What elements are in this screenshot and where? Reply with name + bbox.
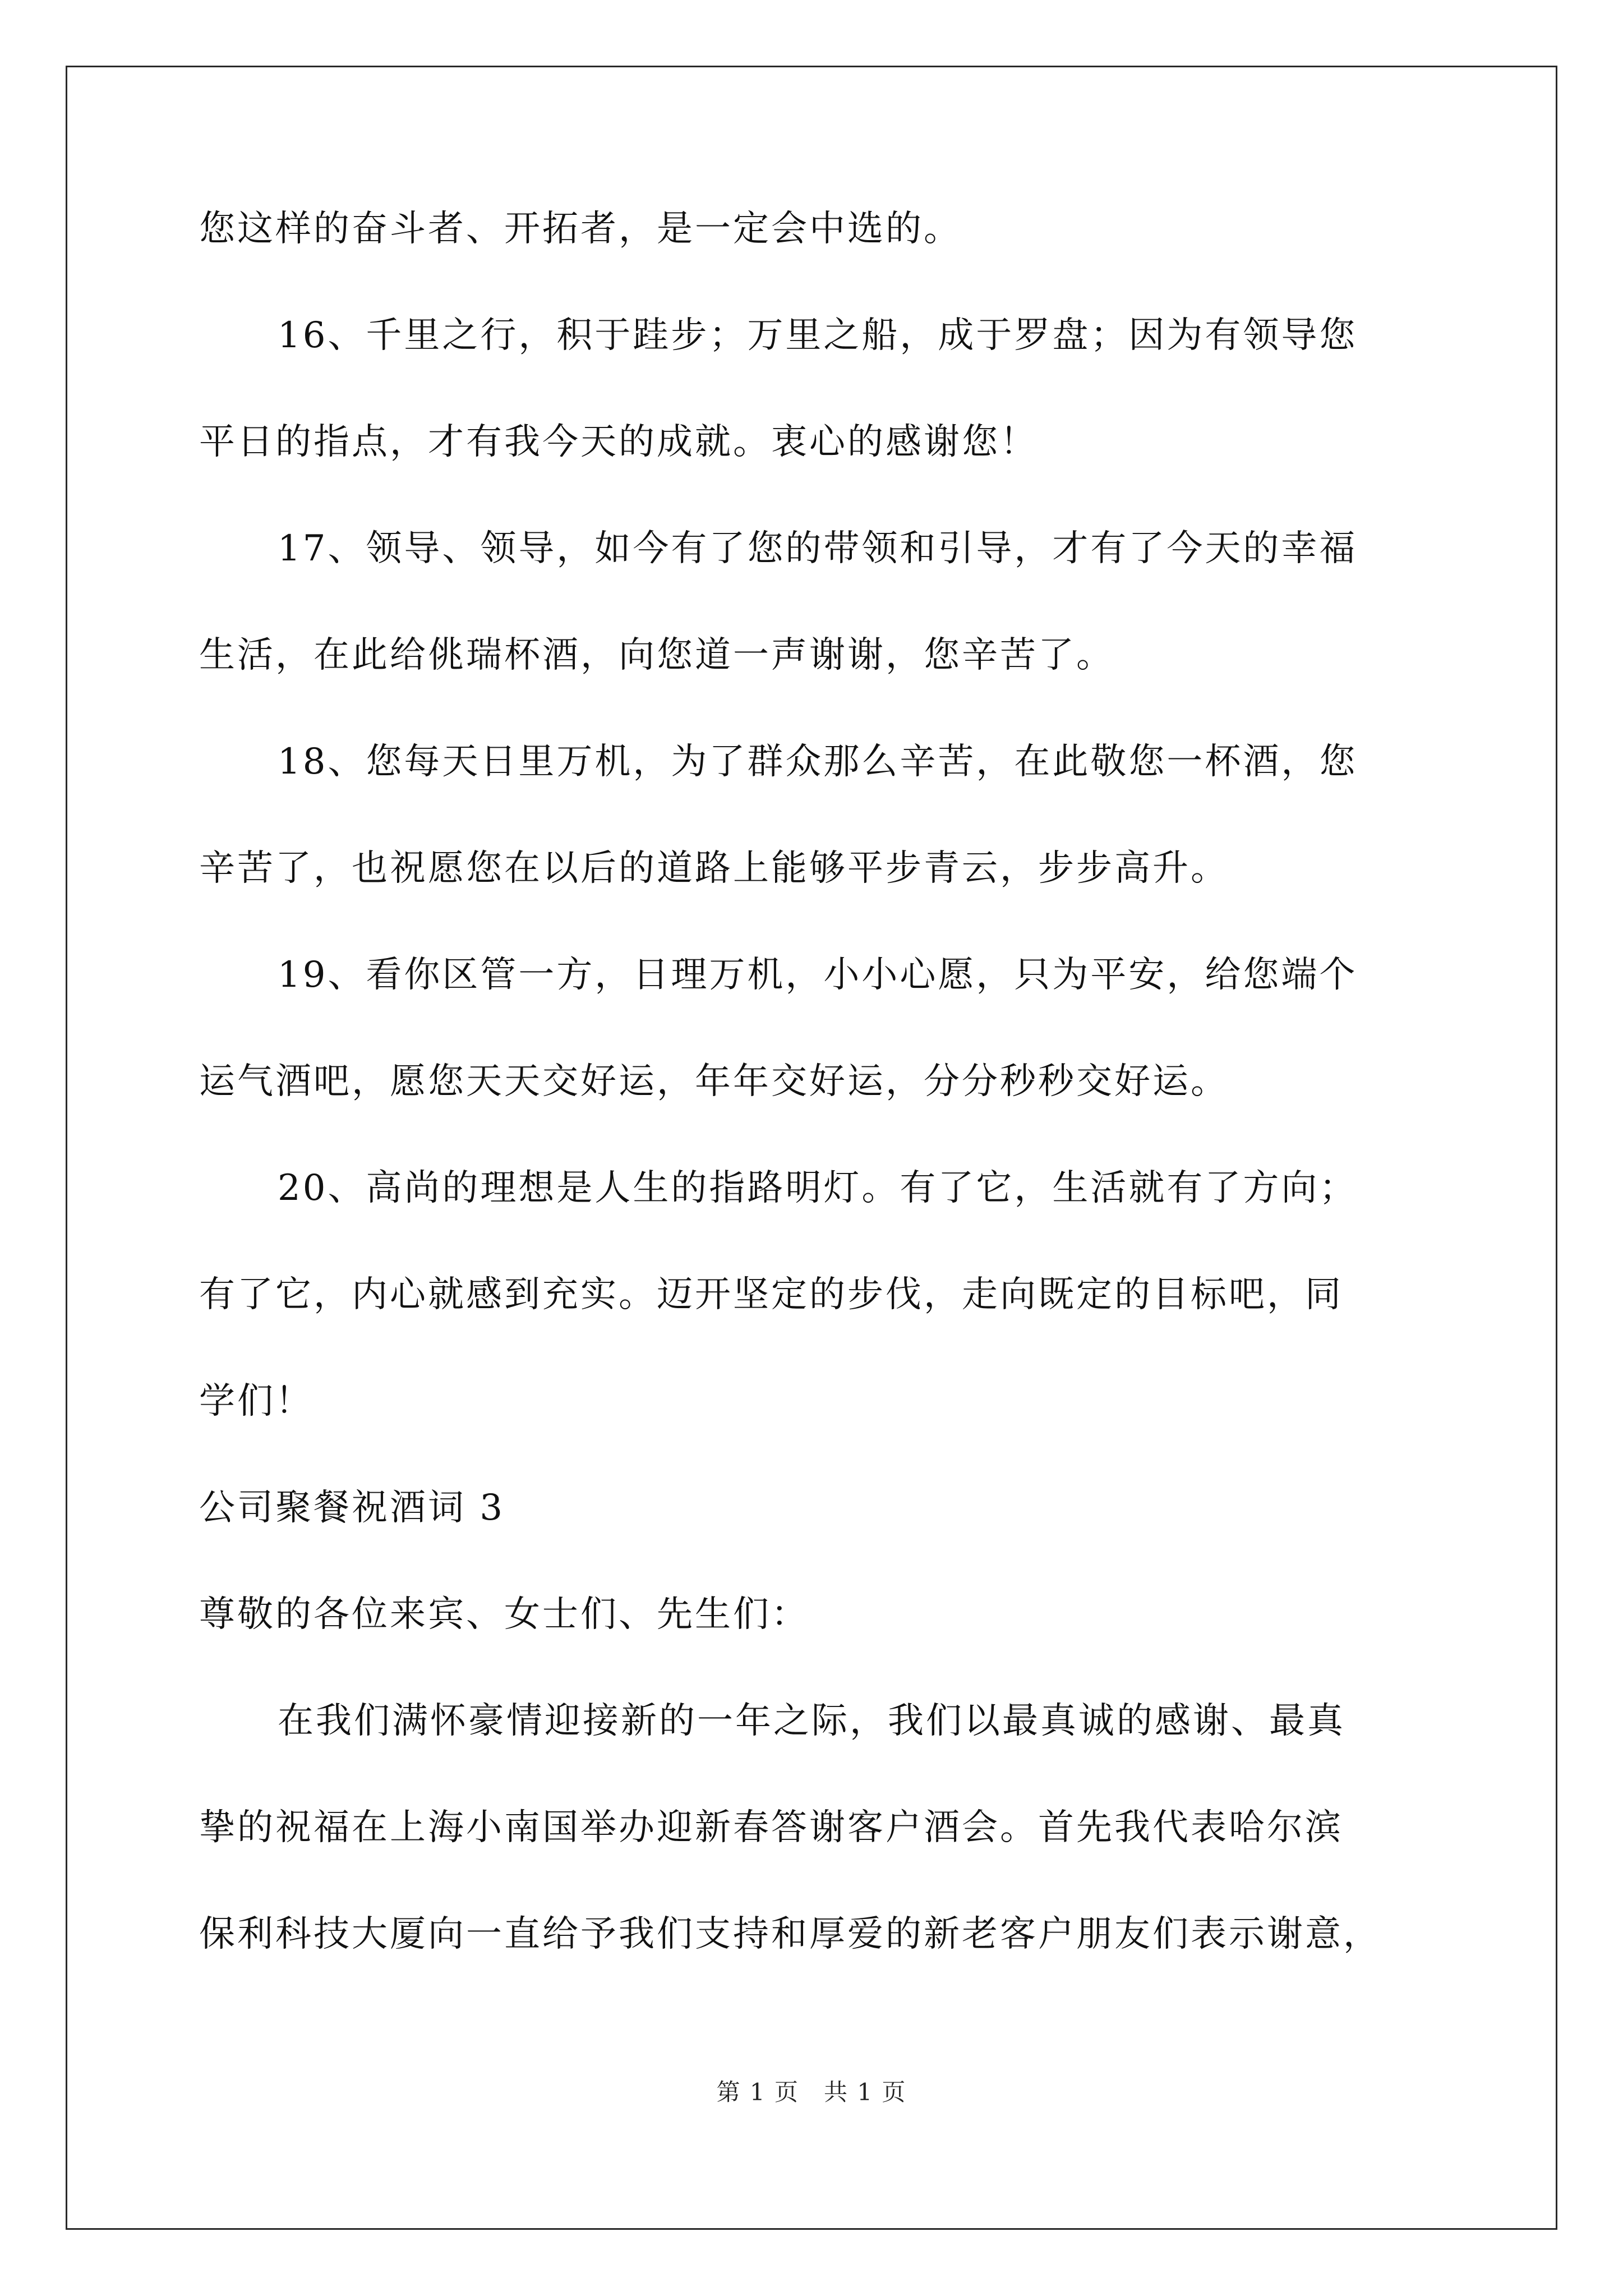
item-20-line-3: 学们！ bbox=[199, 1381, 313, 1422]
item-16-line-1: 16、千里之行，积于跬步；万里之船，成于罗盘；因为有领导您 bbox=[278, 315, 1358, 356]
speech-line-2: 挚的祝福在上海小南国举办迎新春答谢客户酒会。首先我代表哈尔滨 bbox=[199, 1807, 1343, 1848]
item-19-line-1: 19、看你区管一方，日理万机，小小心愿，只为平安，给您端个 bbox=[278, 954, 1358, 996]
item-16-line-2: 平日的指点，才有我今天的成就。衷心的感谢您！ bbox=[199, 421, 1038, 463]
item-17-line-1: 17、领导、领导，如今有了您的带领和引导，才有了今天的幸福 bbox=[278, 528, 1358, 569]
document-body bbox=[199, 202, 1438, 1961]
item-18-line-2: 辛苦了，也祝愿您在以后的道路上能够平步青云，步步高升。 bbox=[199, 848, 1229, 889]
salutation: 尊敬的各位来宾、女士们、先生们： bbox=[199, 1594, 809, 1635]
speech-line-1: 在我们满怀豪情迎接新的一年之际，我们以最真诚的感谢、最真 bbox=[278, 1700, 1345, 1742]
item-17-line-2: 生活，在此给佻瑞杯酒，向您道一声谢谢，您辛苦了。 bbox=[199, 634, 1114, 676]
item-18-line-1: 18、您每天日里万机，为了群众那么辛苦，在此敬您一杯酒，您 bbox=[278, 741, 1358, 783]
section-heading: 公司聚餐祝酒词 3 bbox=[199, 1487, 505, 1529]
page-number-footer: 第 1 页 共 1 页 bbox=[716, 2078, 907, 2106]
item-20-line-1: 20、高尚的理想是人生的指路明灯。有了它，生活就有了方向； bbox=[278, 1167, 1358, 1209]
item-19-line-2: 运气酒吧，愿您天天交好运，年年交好运，分分秒秒交好运。 bbox=[199, 1061, 1229, 1102]
text-line: 您这样的奋斗者、开拓者，是一定会中选的。 bbox=[199, 208, 962, 250]
item-20-line-2: 有了它，内心就感到充实。迈开坚定的步伐，走向既定的目标吧，同 bbox=[199, 1274, 1343, 1315]
speech-line-3: 保利科技大厦向一直给予我们支持和厚爱的新老客户朋友们表示谢意， bbox=[199, 1913, 1381, 1955]
